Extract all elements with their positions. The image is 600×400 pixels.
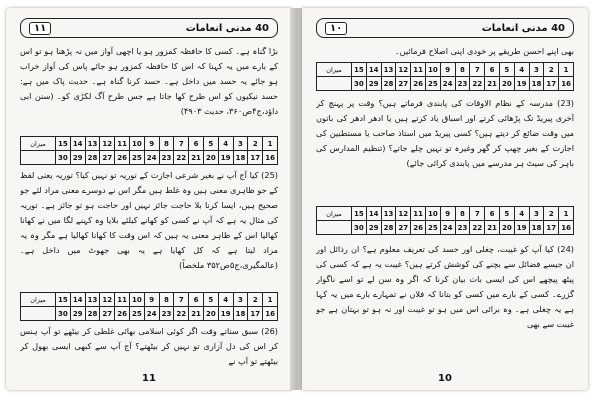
grid-cell: 19	[218, 307, 233, 321]
right-paragraph-islah: بھی اپنے احسن طریقے پر خودی اپنی اصلاح فرمائیں۔	[394, 46, 574, 56]
grid-cell: 23	[455, 77, 470, 91]
grid-cell: 18	[233, 307, 248, 321]
grid-cell: 4	[218, 293, 233, 307]
grid-cell: 17	[544, 221, 559, 235]
grid-cell: 9	[144, 293, 159, 307]
grid-cell: 2	[544, 63, 559, 77]
grid-cell: 11	[411, 207, 426, 221]
grid-cell: 17	[544, 77, 559, 91]
grid-cell: 4	[218, 137, 233, 151]
grid-cell: 29	[366, 77, 381, 91]
grid-cell: 9	[440, 63, 455, 77]
grid-cell: 11	[115, 293, 130, 307]
grid-cell: 3	[529, 63, 544, 77]
grid-cell: 13	[381, 207, 396, 221]
grid-cell: 13	[85, 137, 100, 151]
grid-cell: 21	[189, 151, 204, 165]
grid-cell: 14	[70, 137, 85, 151]
grid-cell: 7	[174, 137, 189, 151]
grid-cell: 13	[85, 293, 100, 307]
grid-cell: 6	[485, 207, 500, 221]
grid-cell: 20	[203, 151, 218, 165]
grid-cell: 8	[159, 293, 174, 307]
grid-cell: 25	[425, 221, 440, 235]
grid-cell: 4	[514, 207, 529, 221]
grid-cell: 3	[529, 207, 544, 221]
grid-cell: 28	[381, 77, 396, 91]
grid-cell: 1	[559, 207, 574, 221]
grid-cell: 16	[559, 77, 574, 91]
grid-cell: 19	[514, 77, 529, 91]
grid-row	[317, 221, 574, 235]
grid-cell: 1	[263, 293, 278, 307]
grid-cell: 23	[159, 307, 174, 321]
grid-cell: 26	[115, 307, 130, 321]
grid-cell: 8	[455, 207, 470, 221]
left-page-title: 40 مدنی انعامات	[185, 22, 269, 34]
grid-cell: 21	[189, 307, 204, 321]
grid-cell: 25	[425, 77, 440, 91]
grid-row	[21, 307, 278, 321]
grid-row	[317, 207, 574, 221]
open-booklet	[2, 2, 598, 396]
left-page	[6, 8, 292, 390]
grid-cell: 12	[100, 137, 115, 151]
grid-cell: 5	[499, 207, 514, 221]
grid-cell: 19	[514, 221, 529, 235]
grid-cell: 7	[174, 293, 189, 307]
grid-cell: 24	[440, 221, 455, 235]
grid-cell: 29	[70, 307, 85, 321]
grid-cell: 8	[455, 63, 470, 77]
right-paragraph-nizam-ul-auqat: (23) مدرسہ کے نظام الاوقات کی پابندی فرماتے ہیں؟ وقت پر پہنچ کر آخری پیریڈ تک پڑھائی کرتے اور اسباق یاد کرتے ہیں یا ادھر ادھر کی باتوں میں وقت ضائع کر دیتے ہیں؟ کسی پیریڈ میں استاذ صاحب یا مستطبین کی اجازت کے بغیر چھپ کر گھر وغیرہ تو نہیں چلے جاتے؟ (تنظیم المدارس کی باہر کی سیٹ ہر مدرسے میں پابندی کرائی جائے)	[316, 98, 574, 168]
left-paragraph-tauriya: (25) کیا آج آپ نے بغیر شرعی اجازت کے توریہ تو نہیں کیا؟ توریہ یعنی لفظ کے جو ظاہری معنی ہیں وہ غلط ہیں مگر اس نے دوسرے معنی مراد لئے جو صحیح ہیں، ایسا کرنا بلا حاجت جائز نہیں اور حاجت ہو تو جائز ہے۔ توریہ کی مثال یہ ہے کہ آپ نے کسی کو کھانے کیلئے بلایا وہ کہنے لگا میں نے کھانا کھالیا اس کے ظاہر معنی یہ ہیں کہ اس وقت کا کھانا کھالیا ہے مگر وہ یہ مراد لیتا ہے کہ کل کھایا ہے یہ بھی جھوٹ میں داخل ہے۔ (عالمگیری،ج۵ص۳۵۲ ملخصاً)	[20, 170, 278, 270]
grid-cell: 20	[499, 221, 514, 235]
grid-cell: 21	[485, 77, 500, 91]
grid-cell: 10	[425, 63, 440, 77]
grid-cell: 16	[263, 307, 278, 321]
right-page-number-bottom: 10	[438, 373, 452, 384]
left-paragraph-hasad: بڑا گناہ ہے۔ کسی کا حافظہ کمزور ہو یا اچھی آواز میں نہ پڑھنا ہو تو اس کے بارے میں یہ کہنا کہ اس کا حافظہ کمزور ہو جائے پاس کی آواز خراب ہو جائے یہ حسد میں داخل ہے۔ حسد کرنا گناہ ہے۔ حدیث پاک میں ہے: حسد نیکیوں کو اس طرح کھا جاتا ہے جس طرح آگ لکڑی کو۔ (سنن ابی داؤد،ج۴ص۳۶۰، حدیث ۴۹۰۳)	[20, 46, 278, 116]
left-tracking-grid-1	[20, 136, 278, 165]
grid-cell: 15	[56, 137, 71, 151]
grid-row	[317, 77, 574, 91]
grid-cell: 27	[396, 221, 411, 235]
grid-cell: 22	[470, 77, 485, 91]
right-tracking-grid-1	[316, 62, 574, 91]
grid-cell: 29	[70, 151, 85, 165]
grid-cell: 25	[129, 307, 144, 321]
grid-label: میزان	[317, 63, 352, 77]
grid-cell: 5	[499, 63, 514, 77]
grid-label: میزان	[21, 293, 56, 307]
grid-cell: 26	[411, 77, 426, 91]
grid-row	[21, 137, 278, 151]
grid-cell: 12	[100, 293, 115, 307]
right-page	[302, 8, 588, 390]
grid-cell: 2	[248, 293, 263, 307]
grid-cell: 14	[366, 63, 381, 77]
grid-cell: 11	[411, 63, 426, 77]
grid-cell: 10	[129, 293, 144, 307]
grid-cell: 22	[174, 307, 189, 321]
grid-cell: 12	[396, 63, 411, 77]
grid-cell: 18	[529, 77, 544, 91]
grid-cell: 30	[56, 307, 71, 321]
left-page-number-top: ١١	[29, 22, 51, 35]
grid-cell: 24	[144, 151, 159, 165]
grid-cell: 28	[85, 307, 100, 321]
grid-cell: 19	[218, 151, 233, 165]
grid-cell: 18	[529, 221, 544, 235]
grid-cell: 14	[366, 207, 381, 221]
grid-cell: 29	[366, 221, 381, 235]
grid-cell: 6	[485, 63, 500, 77]
grid-cell: 21	[485, 221, 500, 235]
right-tracking-grid-2	[316, 206, 574, 235]
grid-cell: 22	[174, 151, 189, 165]
grid-cell: 8	[159, 137, 174, 151]
right-page-title: 40 مدنی انعامات	[481, 22, 565, 34]
grid-cell: 6	[189, 293, 204, 307]
right-page-number-top: ١٠	[325, 22, 347, 35]
grid-cell: 20	[499, 77, 514, 91]
right-page-header	[316, 18, 574, 38]
grid-cell: 18	[233, 151, 248, 165]
grid-label: میزان	[317, 207, 352, 221]
grid-cell: 30	[352, 221, 367, 235]
grid-cell: 27	[396, 77, 411, 91]
grid-cell: 15	[352, 207, 367, 221]
grid-row	[317, 63, 574, 77]
grid-cell: 22	[470, 221, 485, 235]
grid-cell: 5	[203, 293, 218, 307]
grid-cell: 5	[203, 137, 218, 151]
grid-cell: 7	[470, 207, 485, 221]
grid-cell: 30	[56, 151, 71, 165]
grid-cell: 17	[248, 151, 263, 165]
grid-cell: 9	[144, 137, 159, 151]
grid-cell: 14	[70, 293, 85, 307]
grid-cell: 10	[129, 137, 144, 151]
grid-cell: 17	[248, 307, 263, 321]
right-paragraph-ghibat: (24) کیا آپ کو غیبت، چغلی اور حسد کی تعریف معلوم ہے؟ ان رذائل اور ان جیسے فضائل سے بچنے کی کوشش کرتے ہیں؟ غیبت یہ ہے کہ کسی کی پیٹھ پیچھے اس کی ایسی بات بیان کرنا کہ اگر وہ سن لے تو اسے ناگوار گزرے۔ کسی کے بارے میں کسی کو بتانا کہ فلاں نے تمہارے بارے میں یہ کہا ہے یہ چغلی ہے۔ وہ برائی اس میں ہو تو غیبت اور نہ ہو تو بہتان ہے جو غیبت سے بھی	[316, 244, 574, 329]
grid-cell: 15	[352, 63, 367, 77]
grid-cell: 27	[100, 151, 115, 165]
grid-cell: 12	[396, 207, 411, 221]
grid-cell: 3	[233, 293, 248, 307]
grid-cell: 9	[440, 207, 455, 221]
grid-cell: 13	[381, 63, 396, 77]
grid-cell: 23	[159, 151, 174, 165]
grid-cell: 2	[248, 137, 263, 151]
grid-cell: 20	[203, 307, 218, 321]
left-tracking-grid-2	[20, 292, 278, 321]
grid-cell: 24	[440, 77, 455, 91]
grid-cell: 15	[56, 293, 71, 307]
grid-cell: 16	[559, 221, 574, 235]
grid-row	[21, 151, 278, 165]
grid-cell: 2	[544, 207, 559, 221]
grid-label: میزان	[21, 137, 56, 151]
left-page-number-bottom: 11	[142, 373, 156, 384]
grid-cell: 24	[144, 307, 159, 321]
grid-cell: 4	[514, 63, 529, 77]
grid-cell: 7	[470, 63, 485, 77]
grid-cell: 28	[381, 221, 396, 235]
grid-cell: 11	[115, 137, 130, 151]
grid-row	[21, 293, 278, 307]
grid-cell: 16	[263, 151, 278, 165]
grid-cell: 1	[559, 63, 574, 77]
grid-cell: 28	[85, 151, 100, 165]
grid-cell: 6	[189, 137, 204, 151]
grid-cell: 27	[100, 307, 115, 321]
grid-cell: 23	[455, 221, 470, 235]
grid-cell: 26	[411, 221, 426, 235]
grid-cell: 10	[425, 207, 440, 221]
grid-cell: 30	[352, 77, 367, 91]
grid-cell: 25	[129, 151, 144, 165]
left-page-header	[20, 18, 278, 38]
grid-cell: 3	[233, 137, 248, 151]
left-paragraph-dil-azari: (26) سبق سناتے وقت اگر کوئی اسلامی بھائی غلطی کر بیٹھے تو آپ ہنس کر اس کی دل آزاری تو نہیں کر بیٹھتے؟ آج آپ سے کبھی ایسی بھول کر بیٹھتے تو آپ نے	[20, 326, 278, 366]
grid-cell: 26	[115, 151, 130, 165]
grid-cell: 1	[263, 137, 278, 151]
